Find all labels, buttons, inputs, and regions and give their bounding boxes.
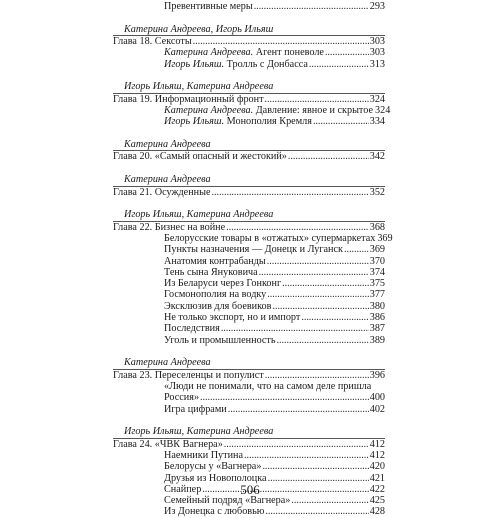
- dot-leader: [224, 439, 369, 450]
- toc-chapter-entry: [113, 370, 385, 381]
- toc-entry-title: Глава 24. «ЧВК Вагнера»: [113, 438, 223, 450]
- dot-leader: [265, 94, 369, 105]
- toc-page-number: 369: [377, 232, 393, 244]
- toc-page-number: 389: [369, 334, 385, 346]
- section-gap: [113, 163, 385, 175]
- toc-entry-title-text: Тролль с Донбасса: [224, 58, 308, 70]
- dot-leader: [211, 187, 368, 198]
- section-gap: [113, 198, 385, 210]
- toc-page-number: 396: [369, 369, 385, 381]
- toc-page-number: 324: [375, 105, 391, 117]
- toc-entry-title: Госмонополия на водку: [164, 289, 267, 301]
- toc-subentry: [113, 116, 385, 127]
- toc-subentry: [113, 59, 385, 70]
- dot-leader: [228, 404, 369, 415]
- dot-leader: [301, 312, 368, 323]
- toc-subentry: [113, 232, 393, 244]
- toc-page-number: 420: [369, 461, 385, 473]
- section-gap: [113, 12, 385, 24]
- toc-subentry: [113, 1, 385, 12]
- toc-chapter-entry: [113, 187, 385, 198]
- section-authors: Катерина Андреева: [124, 174, 211, 186]
- dot-leader: [262, 461, 368, 472]
- toc-entry-title: [164, 116, 312, 127]
- dot-leader: [226, 222, 369, 233]
- toc-subentry: [113, 312, 385, 323]
- toc-entry-title: Глава 20. «Самый опасный и жестокий»: [113, 151, 287, 163]
- dot-leader: [272, 301, 368, 312]
- toc-page-number: 324: [369, 93, 385, 105]
- toc-entry-title: Глава 19. Информационный фронт: [113, 93, 264, 105]
- toc-page-number: 425: [369, 495, 385, 507]
- dot-leader: [259, 267, 369, 278]
- toc-entry-author: Игорь Ильяш.: [164, 58, 225, 70]
- toc-entry-title: Из Беларуси через Гонконг: [164, 278, 282, 290]
- dot-leader: [282, 278, 369, 289]
- toc-entry-title-text: Давление: явное и скрытое: [253, 105, 373, 117]
- toc-entry-title: Семейный подряд «Вагнера»: [164, 495, 291, 507]
- toc-entry-author: Игорь Ильяш.: [164, 116, 225, 128]
- toc-subentry: [113, 256, 385, 267]
- section-authors: Катерина Андреева: [124, 357, 211, 369]
- toc-entry-title: Последствия: [164, 323, 220, 335]
- toc-entry-title: [164, 59, 308, 70]
- toc-page-number: 400: [369, 392, 385, 404]
- toc-page-number: 368: [369, 221, 385, 233]
- dot-leader: [244, 450, 369, 461]
- section-gap: [113, 70, 385, 82]
- toc-entry-title: Снайпер: [164, 483, 202, 495]
- section-gap: [113, 128, 385, 140]
- toc-entry-title: Пункты назначения — Донецк и Луганск: [164, 244, 343, 256]
- toc-subentry: [113, 267, 385, 278]
- dot-leader: [254, 1, 369, 12]
- section-authors: Катерина Андреева, Игорь Ильяш: [124, 23, 274, 35]
- section-authors: Игорь Ильяш, Катерина Андреева: [124, 81, 274, 93]
- toc-page-number: 303: [369, 47, 385, 59]
- toc-subentry: [113, 335, 385, 346]
- dot-leader: [221, 323, 369, 334]
- dot-leader: [313, 116, 369, 127]
- toc-entry-title: Глава 22. Бизнес на войне: [113, 221, 226, 233]
- toc-page-number: 412: [369, 438, 385, 450]
- toc-page-number: 402: [369, 403, 385, 415]
- toc-page-number: 422: [369, 483, 385, 495]
- toc-page-number: 369: [369, 244, 385, 256]
- toc-entry-title: Из Донецка с любовью: [164, 506, 265, 518]
- toc-page-number: 377: [369, 289, 385, 301]
- toc-page-number: 313: [369, 58, 385, 70]
- toc-entry-author: Катерина Андреева.: [164, 47, 254, 59]
- dot-leader: [344, 244, 369, 255]
- toc-subentry: [113, 392, 385, 403]
- toc-subentry: [113, 244, 385, 255]
- toc-chapter-entry: [113, 222, 385, 233]
- toc-page-number: 412: [369, 450, 385, 461]
- toc-subentry: [113, 289, 385, 300]
- toc-entry-title: Россия»: [164, 392, 200, 404]
- toc-entry-title: Наемники Путина: [164, 450, 244, 461]
- toc-subentry: [113, 461, 385, 472]
- toc-subentry: [113, 404, 385, 415]
- section-authors: Игорь Ильяш, Катерина Андреева: [124, 209, 274, 221]
- toc-entry-title: Глава 21. Осужденные: [113, 186, 211, 198]
- toc-entry-title-text: Агент поневоле: [253, 47, 324, 59]
- toc-chapter-entry: [113, 36, 385, 47]
- toc-entry-title: Не только экспорт, но и импорт: [164, 312, 301, 324]
- dot-leader: [277, 335, 369, 346]
- toc-page-number: 380: [369, 300, 385, 312]
- toc-chapter-entry: [113, 151, 385, 162]
- toc-entry-title: Глава 18. Сексоты: [113, 36, 192, 48]
- dot-leader: [288, 151, 369, 162]
- toc-entry-title: Анатомия контрабанды: [164, 255, 266, 267]
- dot-leader: [193, 36, 369, 47]
- dot-leader: [265, 370, 369, 381]
- section-gap: [113, 346, 385, 358]
- toc-entry-title: [164, 47, 324, 58]
- toc-entry-title: Превентивные меры: [164, 1, 253, 12]
- page-number: 506: [240, 482, 260, 497]
- toc-page-number: 375: [369, 278, 385, 290]
- toc-entry-title: Глава 23. Переселенцы и популист: [113, 369, 264, 381]
- dot-leader: [309, 59, 369, 70]
- toc-entry-title: Игра цифрами: [164, 403, 227, 415]
- toc-page-number: 421: [369, 472, 385, 484]
- table-of-contents: [113, 1, 393, 518]
- toc-subentry: [113, 506, 385, 517]
- toc-page-number: 386: [369, 312, 385, 324]
- toc-entry-title: Белорусы у «Вагнера»: [164, 461, 262, 473]
- toc-entry-title: Друзья из Новополоцка: [164, 472, 267, 484]
- toc-subentry: [113, 323, 385, 334]
- section-authors: Игорь Ильяш, Катерина Андреева: [124, 426, 274, 438]
- toc-page-number: 428: [369, 506, 385, 518]
- toc-entry-title: [164, 105, 373, 116]
- section-gap: [113, 415, 385, 427]
- toc-page-number: 352: [369, 186, 385, 198]
- dot-leader: [265, 506, 368, 517]
- dot-leader: [267, 289, 368, 300]
- toc-page-number: 303: [369, 36, 385, 48]
- toc-page-number: 342: [369, 151, 385, 163]
- toc-entry-title: Эксклюзив для боевиков: [164, 300, 272, 312]
- toc-page-number: 374: [369, 266, 385, 278]
- toc-chapter-entry: [113, 439, 385, 450]
- toc-page-number: 370: [369, 255, 385, 267]
- toc-page-number: 334: [369, 116, 385, 128]
- toc-subentry: [113, 105, 391, 117]
- toc-entry-title: Уголь и промышленность: [164, 334, 276, 346]
- toc-entry-title-text: Монополия Кремля: [224, 116, 312, 128]
- dot-leader: [325, 47, 369, 58]
- toc-subentry: [113, 450, 385, 461]
- toc-entry-author: Катерина Андреева.: [164, 105, 254, 117]
- toc-entry-title: Тень сына Януковича: [164, 266, 258, 278]
- toc-entry-title-part: «Люди не понимали, что на самом деле пришла: [164, 381, 372, 393]
- toc-entry-title: Белорусские товары в «отжатых» супермаркетах: [164, 232, 376, 244]
- toc-subentry: [113, 301, 385, 312]
- toc-page-number: 293: [369, 1, 385, 12]
- toc-subentry: [113, 278, 385, 289]
- dot-leader: [200, 392, 369, 403]
- dot-leader: [267, 256, 369, 267]
- toc-chapter-entry: [113, 94, 385, 105]
- toc-page-number: 387: [369, 323, 385, 335]
- section-authors: Катерина Андреева: [124, 139, 211, 151]
- toc-subentry: [113, 47, 385, 58]
